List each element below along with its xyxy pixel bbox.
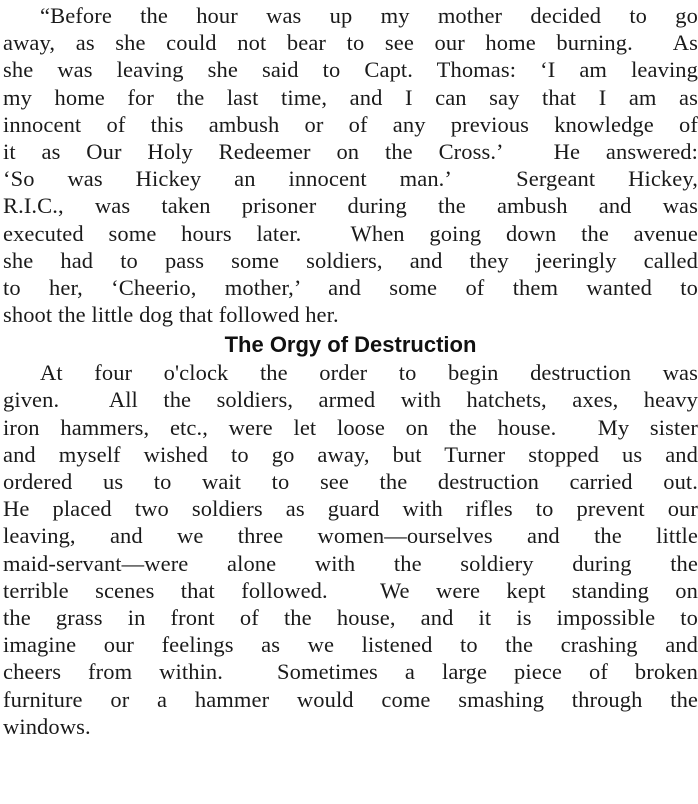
text-line: R.I.C., was taken prisoner during the ambush and was [3, 193, 698, 219]
text-line: to her, ‘Cheerio, mother,’ and some of them wanted to [3, 274, 698, 300]
text-line: executed some hours later. When going down the avenue [3, 220, 698, 246]
text-line: the grass in front of the house, and it is impossible to [3, 604, 698, 630]
paragraph-1 [3, 0, 698, 328]
text-line: windows. [3, 713, 91, 739]
paragraph-2 [3, 359, 698, 740]
text-line: ‘So was Hickey an innocent man.’ Sergeant Hickey, [3, 166, 698, 192]
text-line: leaving, and we three women—ourselves and the little [3, 523, 698, 549]
text-line: given. All the soldiers, armed with hatchets, axes, heavy [3, 387, 698, 413]
section-heading: The Orgy of Destruction [224, 332, 477, 358]
text-line: ordered us to wait to see the destruction carried out. [3, 469, 698, 494]
text-line: At four o'clock the order to begin destruction was [40, 360, 698, 386]
text-line: terrible scenes that followed. We were kept standing on [3, 577, 698, 603]
text-line: maid-servant—were alone with the soldiery during the [3, 550, 698, 576]
text-line: cheers from within. Sometimes a large piece of broken [3, 659, 698, 685]
text-line: imagine our feelings as we listened to the crashing and [3, 632, 698, 658]
text-line: she had to pass some soldiers, and they jeeringly called [3, 247, 698, 273]
text-line: furniture or a hammer would come smashing through the [3, 686, 698, 712]
text-line: iron hammers, etc., were let loose on the house. My sister [3, 414, 698, 440]
text-line: my home for the last time, and I can say that I am as [3, 84, 698, 110]
text-line: innocent of this ambush or of any previous knowledge of [3, 111, 698, 137]
text-line: “Before the hour was up my mother decided to go [40, 3, 698, 28]
text-line: He placed two soldiers as guard with rifles to prevent our [3, 496, 698, 522]
text-line: she was leaving she said to Capt. Thomas: ‘I am leaving [3, 57, 698, 83]
text-line: and myself wished to go away, but Turner stopped us and [3, 441, 698, 467]
text-line: shoot the little dog that followed her. [3, 302, 339, 328]
text-line: away, as she could not bear to see our home burning. As [3, 30, 698, 56]
text-line: it as Our Holy Redeemer on the Cross.’ He answered: [3, 138, 698, 164]
